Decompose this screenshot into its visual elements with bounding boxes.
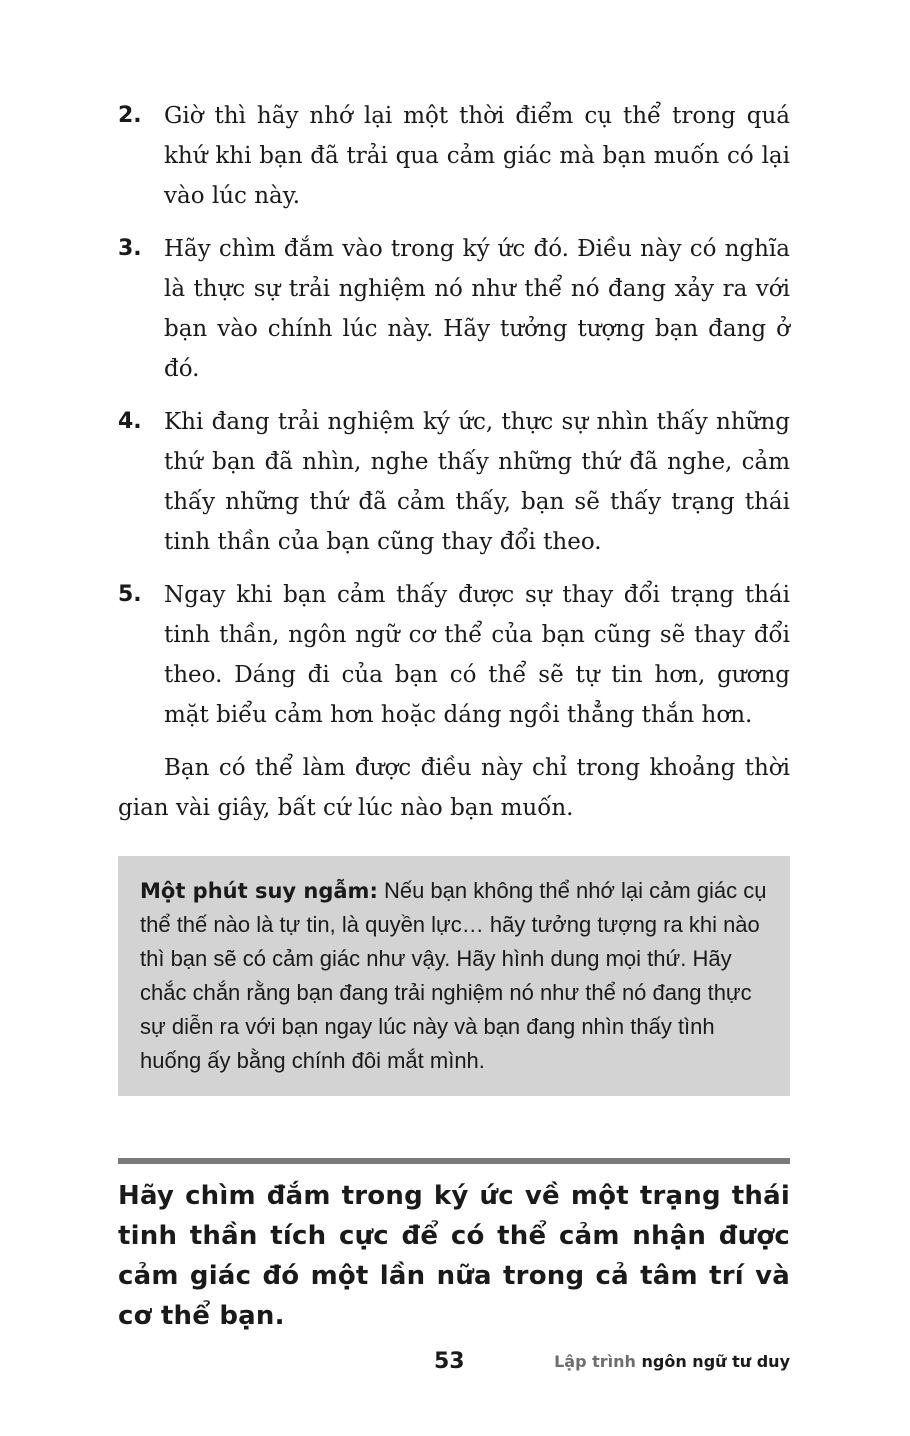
book-title-part-1: Lập trình <box>554 1352 636 1371</box>
step-text: Ngay khi bạn cảm thấy được sự thay đổi trạng thái tinh thần, ngôn ngữ cơ thể của bạn cũng sẽ thay đổi theo. Dáng đi của bạn có thể sẽ tự tin hơn, gương mặt biểu cảm hơn hoặc dáng ngồi thẳng thắn hơn. <box>164 582 790 728</box>
book-title-part-2: ngôn ngữ tư duy <box>635 1352 790 1371</box>
list-item <box>118 575 790 735</box>
step-text: Giờ thì hãy nhớ lại một thời điểm cụ thể trong quá khứ khi bạn đã trải qua cảm giác mà bạn muốn có lại vào lúc này. <box>164 103 790 209</box>
steps-list <box>118 96 790 735</box>
section-divider <box>118 1158 790 1164</box>
list-item <box>118 229 790 389</box>
body-paragraph: Bạn có thể làm được điều này chỉ trong khoảng thời gian vài giây, bất cứ lúc nào bạn muốn. <box>118 755 790 821</box>
key-takeaway: Hãy chìm đắm trong ký ức về một trạng thái tinh thần tích cực để có thể cảm nhận được cảm giác đó một lần nữa trong cả tâm trí và cơ thể bạn. <box>118 1181 790 1331</box>
reflection-note-box <box>118 856 790 1096</box>
note-text: Nếu bạn không thể nhớ lại cảm giác cụ thể thế nào là tự tin, là quyền lực… hãy tưởng tượng ra khi nào thì bạn sẽ có cảm giác như vậy. Hãy hình dung mọi thứ. Hãy chắc chắn rằng bạn đang trải nghiệm nó như thể nó đang thực sự diễn ra với bạn ngay lúc này và bạn đang nhìn thấy tình huống ấy bằng chính đôi mắt mình. <box>140 878 767 1073</box>
step-text: Hãy chìm đắm vào trong ký ức đó. Điều này có nghĩa là thực sự trải nghiệm nó như thể nó đang xảy ra với bạn vào chính lúc này. Hãy tưởng tượng bạn đang ở đó. <box>164 236 790 382</box>
step-number: 5. <box>118 582 142 607</box>
step-number: 4. <box>118 409 142 434</box>
step-text: Khi đang trải nghiệm ký ức, thực sự nhìn thấy những thứ bạn đã nhìn, nghe thấy những thứ đã nghe, cảm thấy những thứ đã cảm thấy, bạn sẽ thấy trạng thái tinh thần của bạn cũng thay đổi theo. <box>164 409 790 555</box>
note-label: Một phút suy ngẫm: <box>140 879 378 903</box>
page-footer <box>118 1346 790 1378</box>
list-item <box>118 402 790 562</box>
list-item <box>118 96 790 216</box>
step-number: 2. <box>118 103 142 128</box>
page-content <box>118 96 790 1336</box>
book-title <box>554 1346 790 1378</box>
page-number: 53 <box>434 1349 465 1374</box>
step-number: 3. <box>118 236 142 261</box>
